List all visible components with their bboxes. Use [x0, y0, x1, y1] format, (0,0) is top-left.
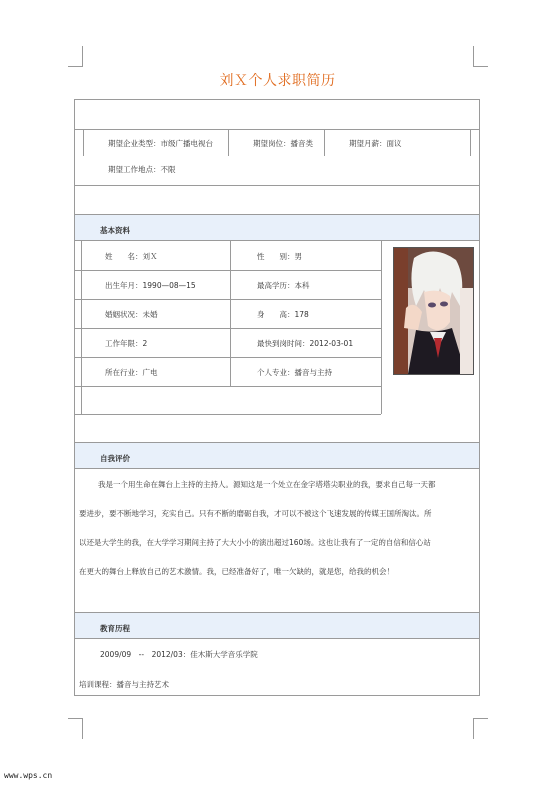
divider	[75, 270, 381, 271]
divider	[230, 241, 231, 386]
basic-info-title: 基本资料	[100, 226, 130, 235]
divider	[75, 357, 381, 358]
divider	[75, 386, 381, 387]
divider	[75, 414, 381, 415]
crop-mark-top-left	[68, 46, 83, 67]
self-eval-line: 以还是大学生的我，在大学学习期间主持了大大小小的演出超过160场。这也让我有了一定的自信和信心站	[79, 538, 431, 547]
education-entry: 2009/09 -- 2012/03：佳木斯大学音乐学院	[100, 650, 258, 659]
basic-name: 姓 名：刘Ｘ	[105, 252, 158, 261]
intention-salary: 期望月薪：面议	[349, 139, 402, 148]
basic-marital: 婚姻状况：未婚	[105, 310, 158, 319]
basic-gender: 性 别：男	[257, 252, 302, 261]
basic-birth: 出生年月：1990—08—15	[105, 281, 196, 290]
basic-education: 最高学历：本科	[257, 281, 310, 290]
education-title: 教育历程	[100, 624, 130, 633]
intention-position: 期望岗位：播音类	[253, 139, 313, 148]
self-eval-header	[75, 442, 479, 469]
self-eval-title: 自我评价	[100, 454, 130, 463]
divider	[75, 299, 381, 300]
resume-table	[74, 99, 480, 696]
resume-title: 刘Ｘ个人求职简历	[219, 73, 336, 89]
basic-start-date: 最快到岗时间：2012-03-01	[257, 339, 354, 348]
divider	[75, 185, 479, 186]
crop-mark-bottom-left	[68, 718, 83, 739]
divider	[324, 129, 325, 156]
basic-info-header	[75, 214, 479, 241]
basic-height: 身 高：178	[257, 310, 309, 319]
self-eval-line: 在更大的舞台上释放自己的艺术激情。我，已经准备好了，唯一欠缺的，就是您，给我的机会！	[79, 567, 394, 576]
basic-years: 工作年限：2	[105, 339, 148, 348]
basic-industry: 所在行业：广电	[105, 368, 158, 377]
self-eval-line: 我是一个用生命在舞台上主持的主持人。源知这是一个处立在金字塔塔尖职业的我，要求自己每一天都	[98, 480, 436, 489]
intention-location: 期望工作地点：不限	[108, 165, 176, 174]
intention-company-type: 期望企业类型：市级广播电视台	[108, 139, 213, 148]
profile-photo	[393, 247, 474, 375]
crop-mark-bottom-right	[473, 718, 488, 739]
education-header	[75, 612, 479, 639]
divider	[83, 129, 84, 156]
divider	[381, 241, 382, 414]
profile-photo-illustration	[394, 248, 473, 374]
self-eval-line: 要进步，要不断地学习，充实自己。只有不断的磨砺自我，才可以不被这个飞速发展的传媒王国所淘汰。所	[79, 509, 432, 518]
divider	[470, 129, 471, 156]
divider	[75, 328, 381, 329]
education-training: 培训课程：播音与主持艺术	[79, 680, 169, 689]
footer-watermark: www.wps.cn	[4, 771, 53, 780]
divider	[228, 129, 229, 156]
crop-mark-top-right	[473, 46, 488, 67]
divider	[75, 129, 479, 130]
basic-major: 个人专业：播音与主持	[257, 368, 332, 377]
